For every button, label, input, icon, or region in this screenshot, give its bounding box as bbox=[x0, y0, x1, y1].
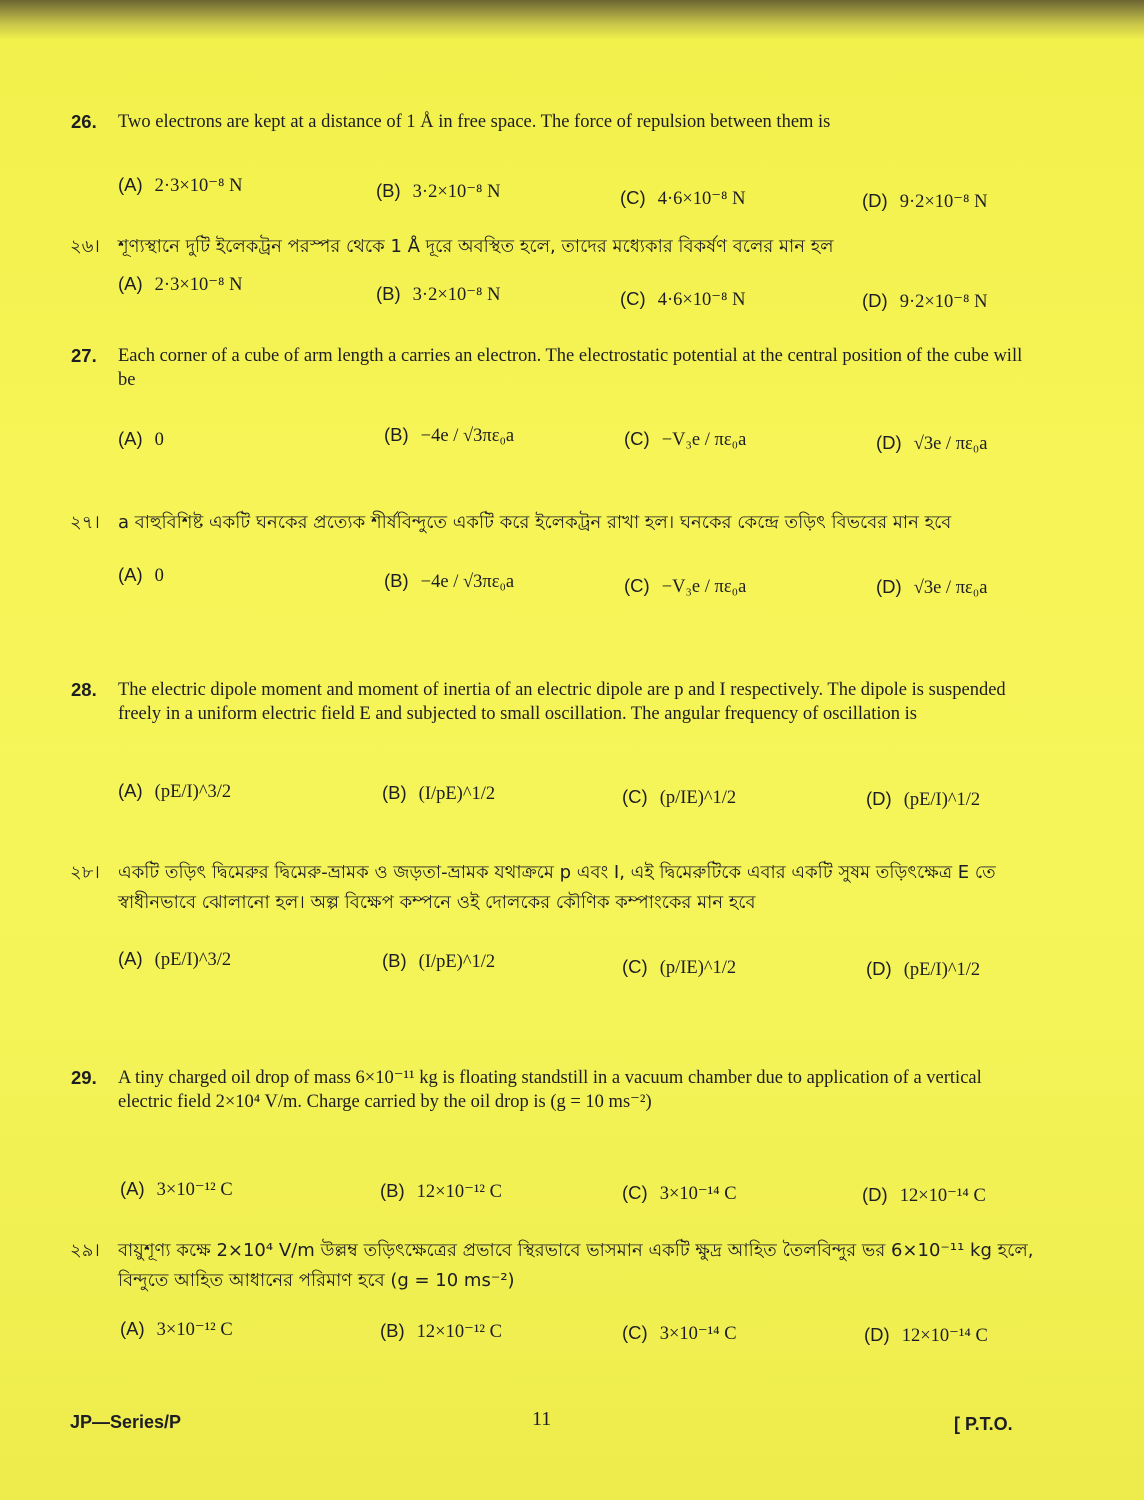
question-28-en bbox=[71, 678, 1033, 726]
option-a: (A) 2·3×10⁻⁸ N bbox=[118, 273, 243, 295]
question-29-en bbox=[71, 1066, 1033, 1114]
question-text: The electric dipole moment and moment of inertia of an electric dipole are p and I respectively. The dipole is suspended freely in a uniform electric field E and subjected to small oscillation. The angular frequency of oscillation is bbox=[118, 680, 1006, 724]
option-d: (D) 9·2×10⁻⁸ N bbox=[862, 190, 988, 212]
page-number: 11 bbox=[532, 1408, 552, 1430]
question-26-bn bbox=[70, 232, 1038, 262]
option-d: (D) 9·2×10⁻⁸ N bbox=[862, 290, 988, 312]
option-b: (B) (I/pE)^1/2 bbox=[382, 782, 496, 804]
option-c: (C) 3×10⁻¹⁴ C bbox=[622, 1182, 737, 1204]
question-27-en bbox=[71, 344, 1033, 392]
option-b: (B) 12×10⁻¹² C bbox=[380, 1180, 502, 1202]
question-text: শূণ্যস্থানে দুটি ইলেকট্রন পরস্পর থেকে 1 Å দূরে অবস্থিত হলে, তাদের মধ্যেকার বিকর্ষণ বলের মান হল bbox=[118, 236, 834, 257]
question-number: ২৬। bbox=[70, 236, 100, 257]
pto-label: [ P.T.O. bbox=[954, 1414, 1013, 1434]
question-text: A tiny charged oil drop of mass 6×10⁻¹¹ kg is floating standstill in a vacuum chamber due to application of a vertical electric field 2×10⁴ V/m. Charge carried by the oil drop is (g = 10 ms⁻²) bbox=[118, 1068, 982, 1112]
question-text: Two electrons are kept at a distance of 1 Å in free space. The force of repulsion between them is bbox=[118, 112, 831, 132]
option-a: (A) 2·3×10⁻⁸ N bbox=[118, 174, 243, 196]
option-d: (D) (pE/I)^1/2 bbox=[866, 788, 981, 810]
question-27-bn bbox=[70, 508, 1038, 538]
question-number: ২৭। bbox=[70, 512, 100, 533]
option-b: (B) (I/pE)^1/2 bbox=[382, 950, 496, 972]
option-c: (C) (p/IE)^1/2 bbox=[622, 956, 737, 978]
option-c: (C) −V₃e / πε₀a bbox=[624, 575, 747, 597]
option-b: (B) 3·2×10⁻⁸ N bbox=[376, 283, 501, 305]
option-d: (D) (pE/I)^1/2 bbox=[866, 958, 981, 980]
question-number: 28. bbox=[71, 679, 97, 700]
option-d: (D) 12×10⁻¹⁴ C bbox=[864, 1324, 988, 1346]
option-b: (B) −4e / √3πε₀a bbox=[384, 424, 515, 446]
question-number: 27. bbox=[71, 345, 97, 366]
question-28-bn bbox=[70, 858, 1038, 918]
question-number: ২৯। bbox=[70, 1240, 100, 1261]
option-c: (C) (p/IE)^1/2 bbox=[622, 786, 737, 808]
option-a: (A) 3×10⁻¹² C bbox=[120, 1318, 233, 1340]
option-a: (A) 0 bbox=[118, 564, 164, 586]
option-c: (C) 3×10⁻¹⁴ C bbox=[622, 1322, 737, 1344]
question-number: 26. bbox=[71, 111, 97, 132]
option-a: (A) 0 bbox=[118, 428, 164, 450]
option-b: (B) −4e / √3πε₀a bbox=[384, 570, 515, 592]
option-a: (A) 3×10⁻¹² C bbox=[120, 1178, 233, 1200]
question-29-bn bbox=[70, 1236, 1038, 1296]
option-a: (A) (pE/I)^3/2 bbox=[118, 948, 232, 970]
option-d: (D) √3e / πε₀a bbox=[876, 432, 988, 454]
question-number: ২৮। bbox=[70, 862, 100, 883]
option-c: (C) 4·6×10⁻⁸ N bbox=[620, 187, 746, 209]
option-b: (B) 3·2×10⁻⁸ N bbox=[376, 180, 501, 202]
question-text: a বাহুবিশিষ্ট একটি ঘনকের প্রত্যেক শীর্ষবিন্দুতে একটি করে ইলেকট্রন রাখা হল। ঘনকের কেন্দ্রে তড়িৎ বিভবের মান হবে bbox=[118, 512, 952, 533]
option-d: (D) 12×10⁻¹⁴ C bbox=[862, 1184, 986, 1206]
option-a: (A) (pE/I)^3/2 bbox=[118, 780, 232, 802]
series-code: JP—Series/P bbox=[70, 1412, 182, 1432]
question-26-en bbox=[71, 110, 1033, 134]
question-number: 29. bbox=[71, 1067, 97, 1088]
question-text: Each corner of a cube of arm length a carries an electron. The electrostatic potential at the central position of the cube will be bbox=[118, 346, 1023, 390]
option-c: (C) 4·6×10⁻⁸ N bbox=[620, 288, 746, 310]
option-b: (B) 12×10⁻¹² C bbox=[380, 1320, 502, 1342]
option-d: (D) √3e / πε₀a bbox=[876, 576, 988, 598]
question-text: একটি তড়িৎ দ্বিমেরুর দ্বিমেরু-ভ্রামক ও জড়তা-ভ্রামক যথাক্রমে p এবং I, এই দ্বিমেরুটিকে এবার একটি সুষম তড়িৎক্ষেত্র E তে স্বাধীনভাবে ঝোলানো হল। অল্প বিক্ষেপ কম্পনে ওই দোলকের কৌণিক কম্পাংকের মান হবে bbox=[118, 862, 996, 913]
option-c: (C) −V₃e / πε₀a bbox=[624, 428, 747, 450]
question-text: বায়ুশূণ্য কক্ষে 2×10⁴ V/m উল্লম্ব তড়িৎক্ষেত্রের প্রভাবে স্থিরভাবে ভাসমান একটি ক্ষুদ্র আহিত তৈলবিন্দুর ভর 6×10⁻¹¹ kg হলে, বিন্দুতে আহিত আধানের পরিমাণ হবে (g = 10 ms⁻²) bbox=[118, 1240, 1034, 1291]
